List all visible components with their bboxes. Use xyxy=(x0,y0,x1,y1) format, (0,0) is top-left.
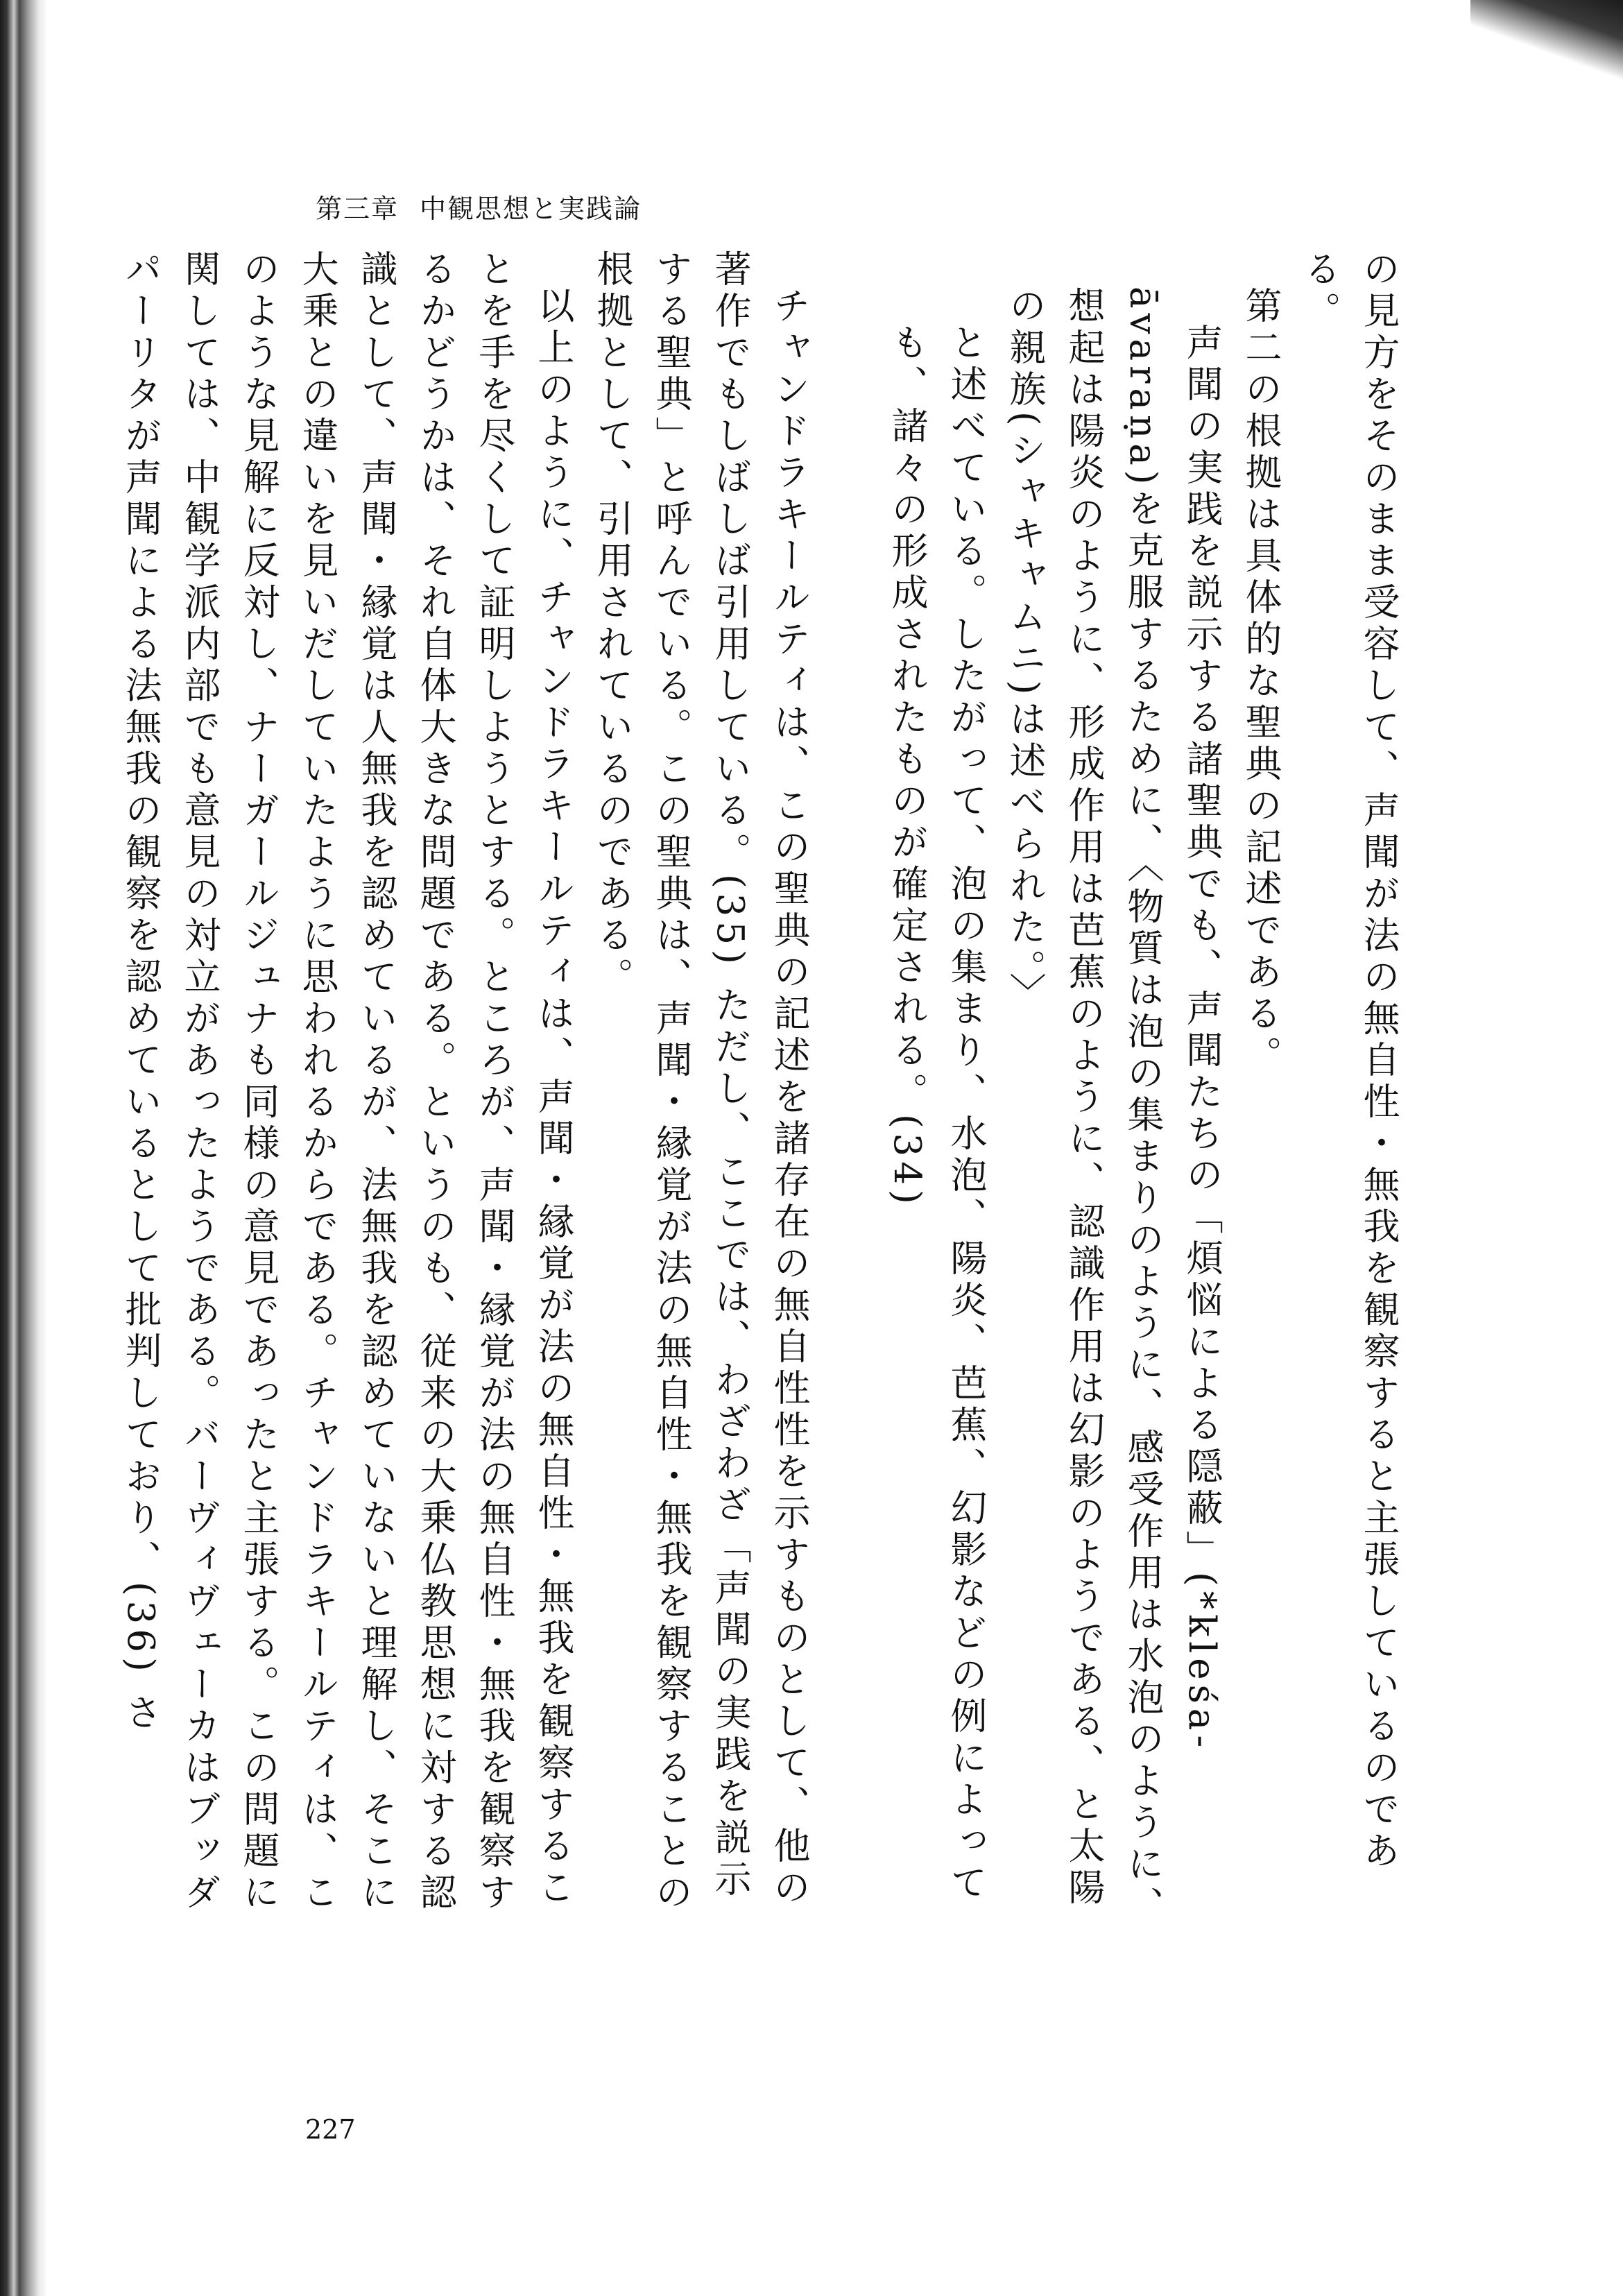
quotation-conclusion: と述べている。したがって、泡の集まり、水泡、陽炎、芭蕉、幻影などの例によっても、諸々の形成されたものが確定される。(34) xyxy=(886,323,987,1905)
scan-corner-shadow xyxy=(1470,0,1623,83)
chapter-title: 中観思想と実践論 xyxy=(420,194,642,224)
paragraph-chandrakirti-citation: チャンドラキールティは、この聖典の記述を諸存在の無自性性を示すものとして、他の著作でもしばしば引用している。(35) ただし、ここでは、わざわざ「声聞の実践を説示する聖典」と呼んでいる。この聖典は、声聞・縁覚が法の無自性・無我を観察することの根拠として、引用されているのである。 xyxy=(591,250,810,1914)
paragraph-summary: 以上のように、チャンドラキールティは、声聞・縁覚が法の無自性・無我を観察することを手を尽くして証明しようとする。ところが、声聞・縁覚が法の無自性・無我を観察するかどうかは、それ自体大きな問題である。というのも、従来の大乗仏教思想に対する認識として、声聞・縁覚は人無我を認めているが、法無我を認めていないと理解し、そこに大乗との違いを見いだしていたように思われるからである。チャンドラキールティは、このような見解に反対し、ナーガールジュナも同様の意見であったと主張する。この問題に関しては、中観学派内部でも意見の対立があったようである。バーヴィヴェーカはブッダパーリタが声聞による法無我の観察を認めているとして批判しており、(36) さ xyxy=(119,250,574,1914)
paragraph-second-ground: 第二の根拠は具体的な聖典の記述である。 xyxy=(1239,286,1282,1077)
paragraph-continuation: の見方をそのまま受容して、声聞が法の無自性・無我を観察すると主張しているのである。 xyxy=(1298,250,1400,1873)
running-header xyxy=(316,187,642,225)
quotation-sutra: 声聞の実践を説示する諸聖典でも、声聞たちの「煩悩による隠蔽」(*kleśa-āvaraṇa)を克服するために、〈物質は泡の集まりのように、感受作用は水泡のように、想起は陽炎のように、形成作用は芭蕉のように、認識作用は幻影のようである、と太陽の親族(シャキャムニ)は述べられた。〉 xyxy=(1004,286,1223,1928)
body-text xyxy=(119,250,1408,1942)
page-number: 227 xyxy=(305,2114,356,2145)
chapter-number: 第三章 xyxy=(316,194,400,224)
scan-binding-shadow xyxy=(0,0,47,2296)
